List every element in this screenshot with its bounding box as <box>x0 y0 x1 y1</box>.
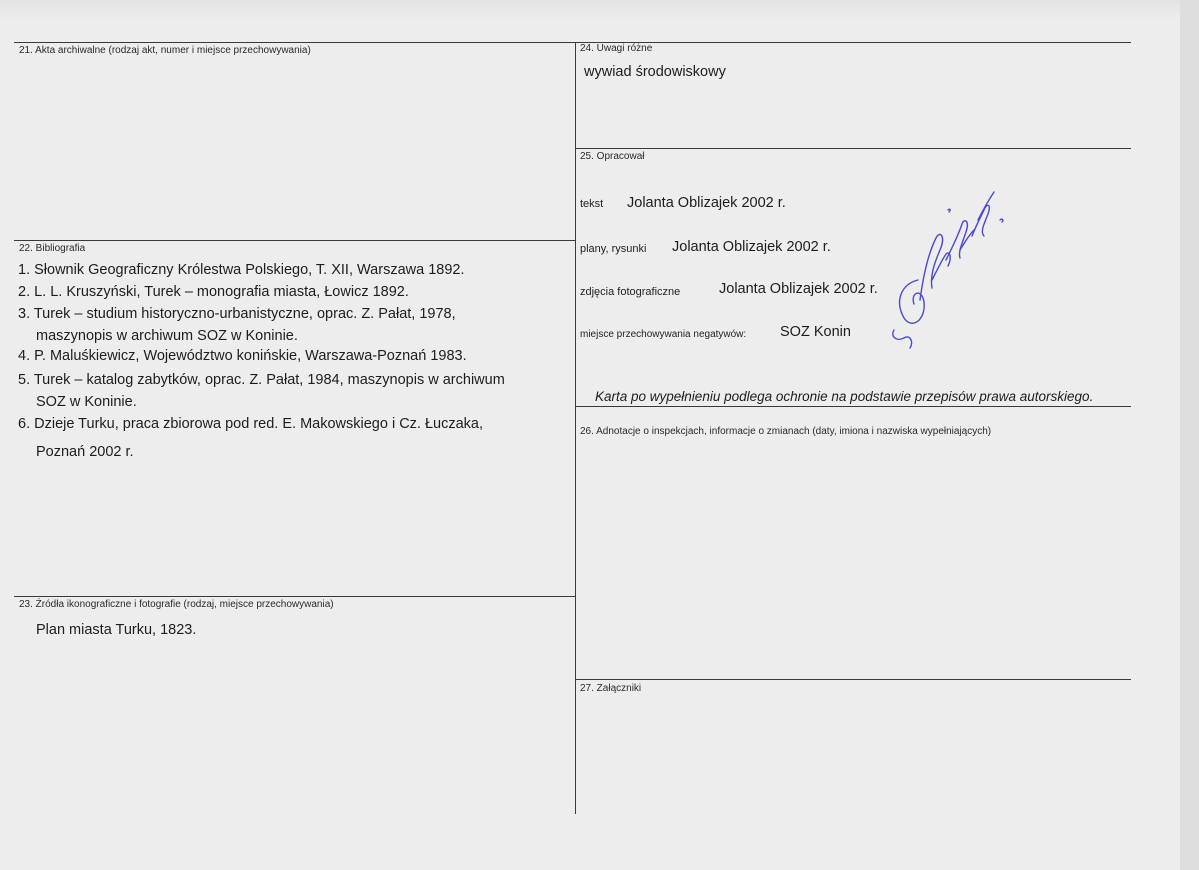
section-27-label: 27. Załączniki <box>580 683 642 694</box>
section-22-label: 22. Bibliografia <box>19 243 86 254</box>
tekst-value: Jolanta Oblizajek 2002 r. <box>627 195 786 211</box>
section-25-label: 25. Opracował <box>580 151 645 162</box>
divider-27 <box>575 679 1131 680</box>
divider-25 <box>575 148 1131 149</box>
bibliography-item: 1. Słownik Geograficzny Królestwa Polskiego, T. XII, Warszawa 1892. <box>18 262 465 278</box>
section-23-label: 23. Źródła ikonograficzne i fotografie (rodzaj, miejsce przechowywania) <box>19 599 334 610</box>
bibliography-item: maszynopis w archiwum SOZ w Koninie. <box>36 328 298 344</box>
section-26-label: 26. Adnotacje o inspekcjach, informacje o zmianach (daty, imiona i nazwiska wypełniających) <box>580 426 992 437</box>
divider-center <box>575 42 576 814</box>
bibliography-item: SOZ w Koninie. <box>36 394 137 410</box>
bibliography-item: 2. L. L. Kruszyński, Turek – monografia miasta, Łowicz 1892. <box>18 284 409 300</box>
miejsce-label: miejsce przechowywania negatywów: <box>580 329 747 340</box>
zdjecia-value: Jolanta Oblizajek 2002 r. <box>719 281 878 297</box>
divider-top <box>14 42 1131 43</box>
divider-23 <box>14 596 575 597</box>
copyright-note: Karta po wypełnieniu podlega ochronie na podstawie przepisów prawa autorskiego. <box>595 389 1094 404</box>
bibliography-item: 4. P. Maluśkiewicz, Województwo konińskie, Warszawa-Poznań 1983. <box>18 348 467 364</box>
bibliography-item: 5. Turek – katalog zabytków, oprac. Z. Pałat, 1984, maszynopis w archiwum <box>18 372 505 388</box>
handwritten-signature <box>880 180 1010 350</box>
tekst-label: tekst <box>580 198 604 210</box>
plany-label: plany, rysunki <box>580 243 647 255</box>
section-24-value: wywiad środowiskowy <box>584 64 726 80</box>
divider-22 <box>14 240 575 241</box>
bibliography-item: Poznań 2002 r. <box>36 444 134 460</box>
miejsce-value: SOZ Konin <box>780 324 851 340</box>
bibliography-item: 3. Turek – studium historyczno-urbanistyczne, oprac. Z. Pałat, 1978, <box>18 306 456 322</box>
bibliography-item: 6. Dzieje Turku, praca zbiorowa pod red. E. Makowskiego i Cz. Łuczaka, <box>18 416 484 432</box>
section-21-label: 21. Akta archiwalne (rodzaj akt, numer i miejsce przechowywania) <box>19 45 311 56</box>
plany-value: Jolanta Oblizajek 2002 r. <box>672 239 831 255</box>
zdjecia-label: zdjęcia fotograficzne <box>580 286 681 298</box>
section-24-label: 24. Uwagi różne <box>580 43 653 54</box>
scan-top-shadow <box>0 0 1199 20</box>
section-23-value: Plan miasta Turku, 1823. <box>36 622 197 638</box>
scan-right-edge <box>1180 0 1199 870</box>
divider-26 <box>575 406 1131 407</box>
